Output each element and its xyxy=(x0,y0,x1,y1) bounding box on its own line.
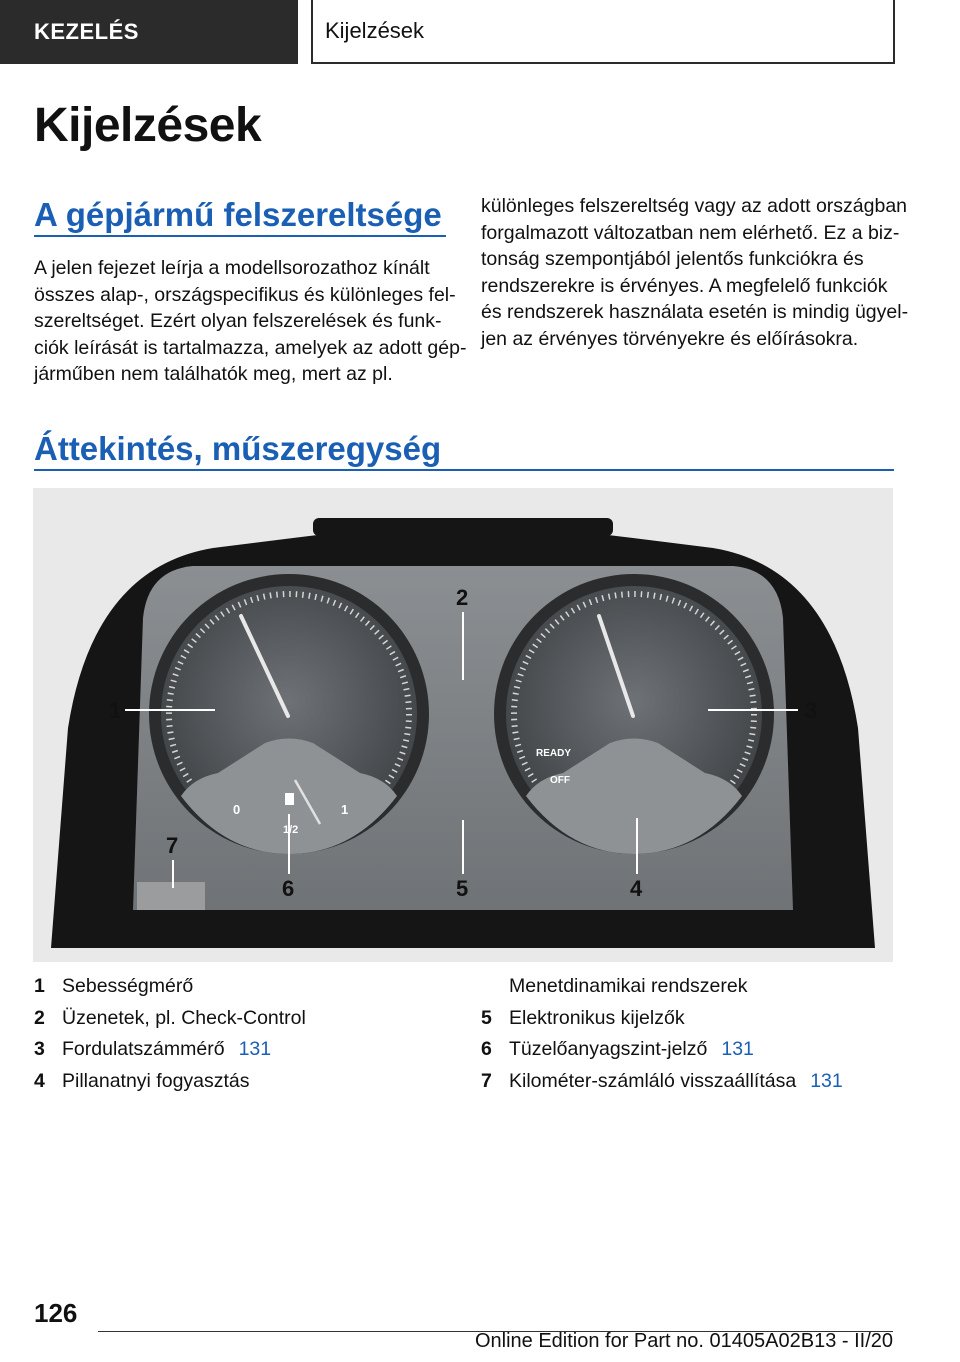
text-line: különleges felszereltség vagy az adott országban xyxy=(481,195,908,217)
tachometer-dial xyxy=(494,574,774,854)
legend-label: Sebességmérő xyxy=(62,975,194,997)
equipment-paragraph-left xyxy=(34,255,466,388)
legend-number: 6 xyxy=(481,1038,492,1060)
section-rule-overview xyxy=(34,469,894,471)
text-line: járműben nem találhatók meg, mert az pl. xyxy=(34,363,393,385)
legend-item xyxy=(34,1003,454,1035)
callout-6: 6 xyxy=(282,876,295,901)
section-rule-equipment xyxy=(34,235,446,237)
off-label: OFF xyxy=(550,775,570,786)
instrument-cluster-illustration xyxy=(33,488,893,962)
legend-label-text: Tüzelőanyagszint-jelző xyxy=(509,1038,708,1060)
legend-label: Elektronikus kijelzők xyxy=(509,1006,685,1029)
legend-label-text: Kilométer-számláló visszaállítása xyxy=(509,1069,797,1092)
text-line: összes alap-, országspecifikus és különleges fel‐ xyxy=(34,283,456,306)
legend-item xyxy=(34,971,454,1003)
text-line: forgalmazott változatban nem elérhető. Ez a biz‐ xyxy=(481,221,900,244)
legend-number: 1 xyxy=(34,975,45,997)
text-line: ciók leírását is tartalmazza, amelyek az adott gép‐ xyxy=(34,336,467,359)
legend-label: Menetdinamikai rendszerek xyxy=(509,975,748,997)
callout-4: 4 xyxy=(630,876,643,901)
page-reference-link[interactable]: 131 xyxy=(238,1038,272,1060)
page-title: Kijelzések xyxy=(34,99,262,152)
callout-3: 3 xyxy=(805,698,818,723)
fuel-label-full: 1 xyxy=(341,802,349,817)
fuel-pump-icon xyxy=(285,793,294,805)
text-line: és rendszerek használata esetén is mindig ügyel‐ xyxy=(481,301,909,323)
legend-number: 2 xyxy=(34,1006,45,1029)
legend-left xyxy=(34,971,454,1097)
page-reference-link[interactable]: 131 xyxy=(721,1038,754,1060)
legend-item xyxy=(481,1066,901,1098)
legend-label xyxy=(509,1066,843,1098)
legend-item xyxy=(34,1034,454,1066)
legend-item xyxy=(481,1003,901,1035)
text-line: A jelen fejezet leírja a modellsorozathoz kínált xyxy=(34,257,430,279)
instrument-cluster-figure xyxy=(33,488,893,962)
callout-1: 1 xyxy=(109,698,122,723)
legend-label: Pillanatnyi fogyasztás xyxy=(62,1069,250,1092)
legend-label-text: Fordulatszámmérő xyxy=(62,1038,225,1060)
legend-item xyxy=(481,971,901,1003)
legend-item xyxy=(481,1034,901,1066)
legend-number: 4 xyxy=(34,1069,45,1092)
section-title-equipment: A gépjármű felszereltsége xyxy=(34,196,442,233)
legend-right xyxy=(481,971,901,1097)
speedometer-dial xyxy=(149,574,429,854)
legend-label xyxy=(509,1034,754,1066)
cluster-top-trim xyxy=(313,518,613,536)
legend-item xyxy=(34,1066,454,1098)
equipment-paragraph-right xyxy=(481,193,908,352)
text-line: szereltséget. Ezért olyan felszerelések és funk‐ xyxy=(34,310,442,332)
chapter-tab: KEZELÉS xyxy=(0,0,298,64)
text-line: rendszerekre is érvényes. A megfelelő funkciók xyxy=(481,274,888,297)
fuel-label-empty: 0 xyxy=(233,802,241,817)
text-line: tonság szempontjából jelentős funkciókra és xyxy=(481,248,864,270)
odometer-reset-area xyxy=(137,882,205,910)
fuel-label-half: 1/2 xyxy=(283,824,299,836)
legend-label xyxy=(62,1034,271,1066)
topic-tab: Kijelzések xyxy=(311,0,895,64)
legend-number: 3 xyxy=(34,1038,45,1060)
legend-number: 7 xyxy=(481,1069,492,1092)
section-title-overview: Áttekintés, műszeregység xyxy=(34,430,442,467)
footer-edition: Online Edition for Part no. 01405A02B13 - II/20 xyxy=(474,1330,893,1352)
legend-number: 5 xyxy=(481,1006,492,1029)
ready-label: READY xyxy=(536,748,572,759)
text-line: jen az érvényes törvényekre és előírásokra. xyxy=(481,327,859,350)
legend-label: Üzenetek, pl. Check-Control xyxy=(62,1006,306,1029)
callout-7: 7 xyxy=(166,833,179,858)
page-reference-link[interactable]: 131 xyxy=(810,1069,843,1092)
callout-2: 2 xyxy=(456,585,469,610)
page-number: 126 xyxy=(34,1298,78,1328)
callout-5: 5 xyxy=(456,876,469,901)
